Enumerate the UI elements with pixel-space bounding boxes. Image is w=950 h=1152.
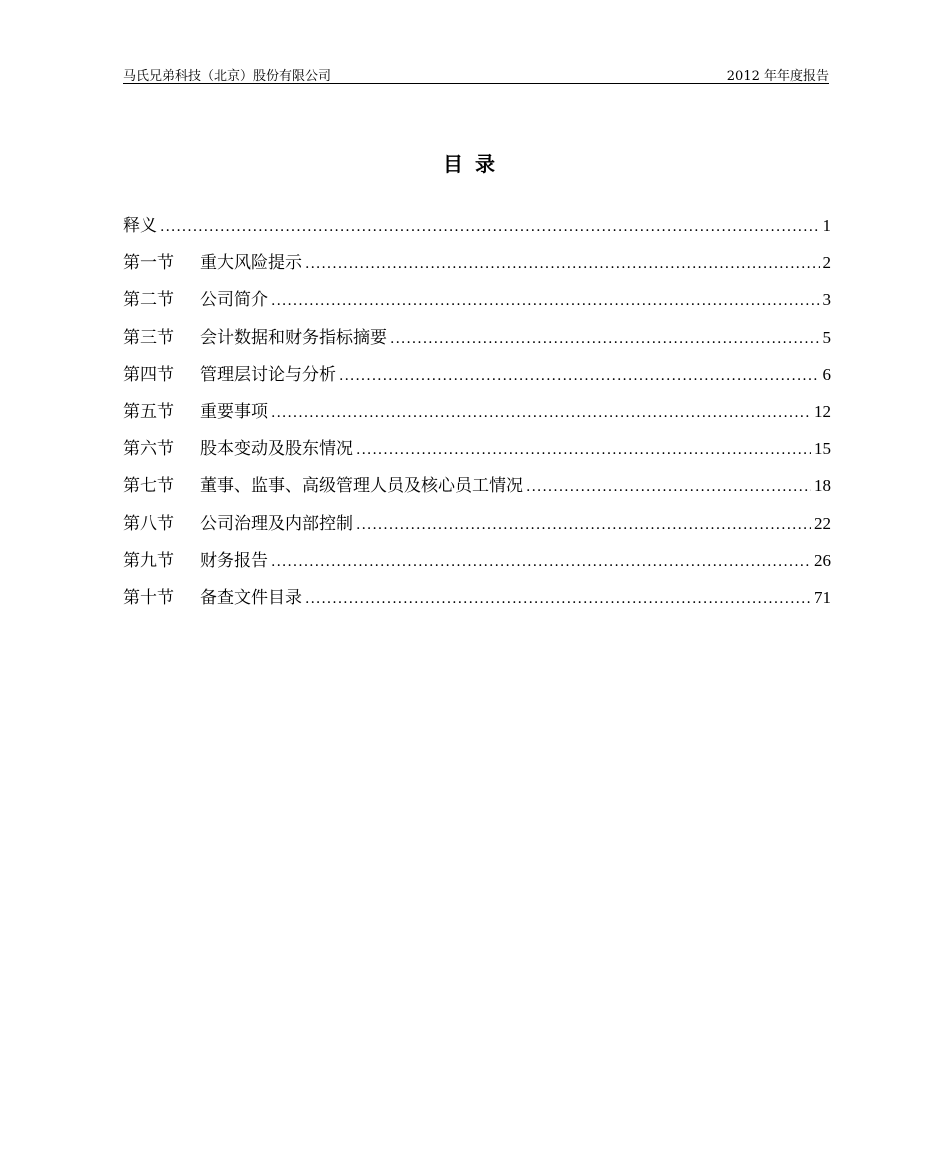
toc-page-number: 18: [814, 476, 831, 496]
toc-dot-leader: [305, 591, 811, 607]
toc-section-number: 第二节: [123, 290, 174, 311]
toc-section-number: 第十节: [123, 587, 174, 608]
toc-section-name: 备查文件目录: [200, 587, 302, 608]
toc-section-name: 公司简介: [200, 290, 268, 311]
toc-dot-leader: [390, 331, 820, 347]
toc-entry[interactable]: [123, 583, 831, 620]
toc-section-number: 第七节: [123, 476, 174, 497]
toc-section-number: 第五节: [123, 401, 174, 422]
toc-page-number: 2: [822, 253, 831, 273]
toc-entry[interactable]: [123, 471, 831, 508]
toc-page-number: 71: [814, 587, 831, 607]
toc-page-number: 5: [822, 327, 831, 347]
toc-page-number: 6: [822, 364, 831, 384]
toc-section-number: 第八节: [123, 513, 174, 534]
toc-entry[interactable]: [123, 211, 831, 248]
toc-section-number: 第四节: [123, 364, 174, 385]
toc-section-name: 重要事项: [200, 401, 268, 422]
toc-section-number: 第三节: [123, 327, 174, 348]
toc-list: [123, 211, 831, 620]
toc-section-name: 管理层讨论与分析: [200, 364, 336, 385]
toc-section-name: 重大风险提示: [200, 253, 302, 274]
toc-title: 目录: [443, 152, 507, 176]
toc-entry[interactable]: [123, 397, 831, 434]
toc-entry[interactable]: [123, 509, 831, 546]
toc-dot-leader: [356, 442, 811, 458]
toc-entry[interactable]: [123, 360, 831, 397]
toc-section-name: 董事、监事、高级管理人员及核心员工情况: [200, 476, 523, 497]
page-header: [123, 63, 829, 84]
toc-dot-leader: [339, 368, 820, 384]
toc-page-number: 1: [822, 216, 831, 235]
toc-dot-leader: [160, 219, 820, 235]
toc-section-name: 会计数据和财务指标摘要: [200, 327, 387, 348]
toc-dot-leader: [271, 405, 811, 421]
toc-entry[interactable]: [123, 285, 831, 322]
toc-section-name: 股本变动及股东情况: [200, 439, 353, 460]
report-title: 2012 年年度报告: [726, 69, 829, 84]
toc-page-number: 12: [814, 401, 831, 421]
toc-dot-leader: [356, 517, 811, 533]
toc-section-number: 第六节: [123, 439, 174, 460]
toc-section-name: 释义: [123, 216, 157, 236]
toc-page-number: 26: [814, 550, 831, 570]
toc-entry[interactable]: [123, 248, 831, 285]
company-name: 马氏兄弟科技（北京）股份有限公司: [123, 69, 332, 84]
toc-section-name: 公司治理及内部控制: [200, 513, 353, 534]
toc-dot-leader: [271, 293, 820, 309]
toc-section-name: 财务报告: [200, 550, 268, 571]
toc-page-number: 3: [822, 290, 831, 310]
toc-page-number: 22: [814, 513, 831, 533]
toc-entry[interactable]: [123, 546, 831, 583]
toc-dot-leader: [526, 479, 811, 495]
toc-entry[interactable]: [123, 323, 831, 360]
toc-section-number: 第一节: [123, 253, 174, 274]
toc-section-number: 第九节: [123, 550, 174, 571]
toc-dot-leader: [305, 256, 820, 272]
toc-page-number: 15: [814, 439, 831, 459]
toc-dot-leader: [271, 554, 811, 570]
toc-entry[interactable]: [123, 434, 831, 471]
